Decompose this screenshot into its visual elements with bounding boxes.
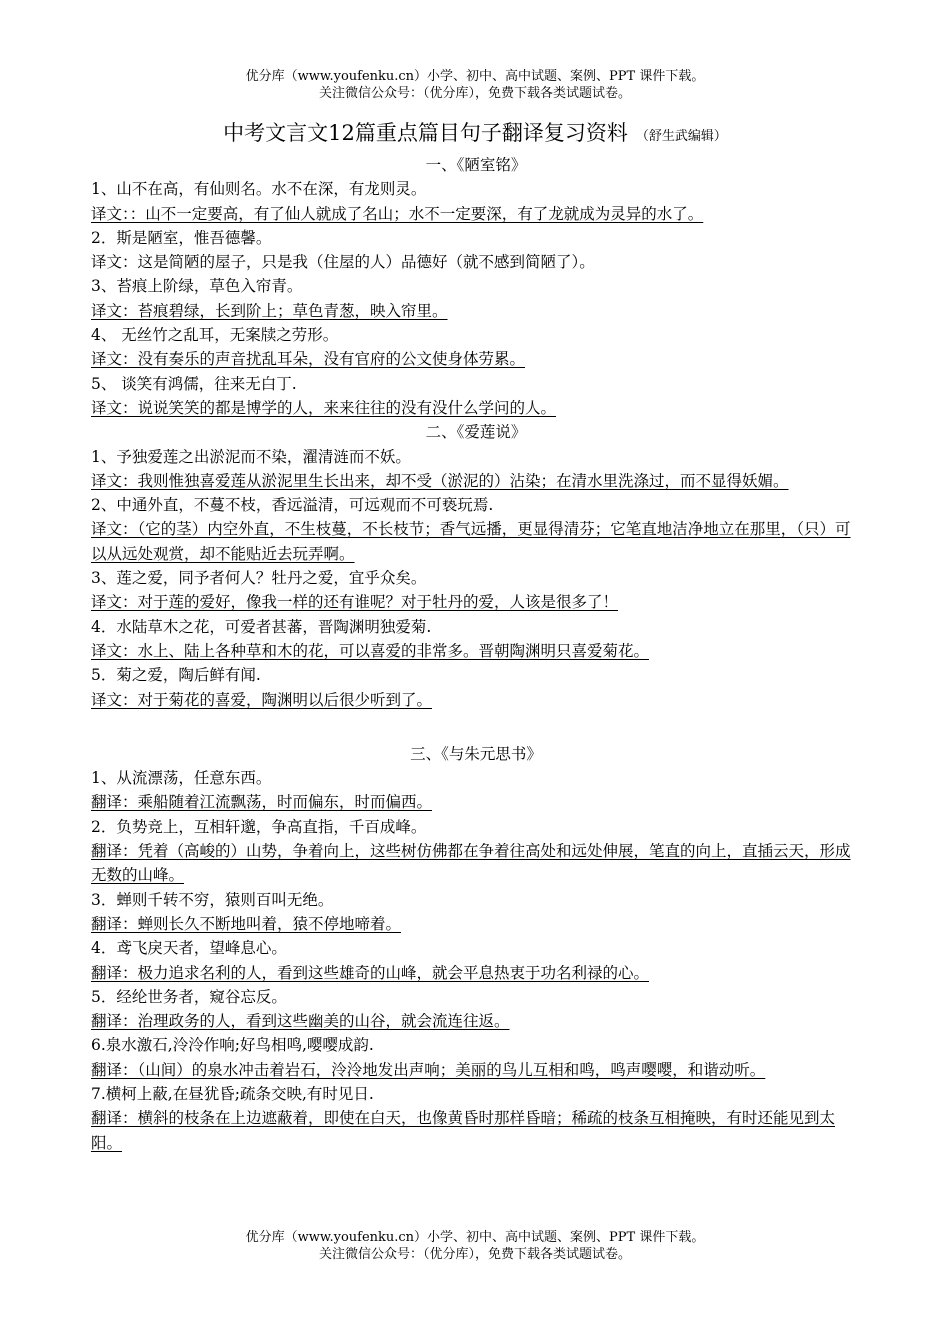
source-sentence: 4．水陆草木之花，可爱者甚蕃，晋陶渊明独爱菊.	[91, 617, 432, 636]
translation: 翻译：横斜的枝条在上边遮蔽着，即使在白天，也像黄昏时那样昏暗；稀疏的枝条互相掩映，有时还能见到太阳。	[91, 1109, 836, 1152]
title-editor: （舒生武编辑）	[635, 129, 727, 144]
source-sentence: 2．斯是陋室，惟吾德馨。	[91, 228, 272, 247]
document-title	[0, 119, 950, 151]
source-sentence: 1、山不在高，有仙则名。水不在深，有龙则灵。	[91, 180, 427, 199]
source-sentence: 1、予独爱莲之出淤泥而不染，濯清涟而不妖。	[91, 447, 411, 466]
title-main: 中考文言文12篇重点篇目句子翻译复习资料	[223, 121, 628, 145]
source-sentence: 2．负势竞上，互相轩邈，争高直指，千百成峰。	[91, 817, 427, 836]
source-sentence: 6.泉水激石,泠泠作响;好鸟相鸣,嘤嘤成韵.	[91, 1036, 374, 1055]
section-heading: 二、《爱莲说》	[425, 423, 527, 442]
page-header	[0, 68, 950, 102]
source-sentence: 1、从流漂荡，任意东西。	[91, 769, 272, 788]
translation: 译文：我则惟独喜爱莲从淤泥里生长出来，却不受（淤泥的）沾染；在清水里洗涤过，而不显得妖媚。	[91, 471, 789, 490]
translation: 译文：没有奏乐的声音扰乱耳朵，没有官府的公文使身体劳累。	[91, 350, 526, 369]
translation: 译文：：山不一定要高，有了仙人就成了名山；水不一定要深，有了龙就成为灵异的水了。	[91, 204, 704, 223]
translation: 译文：对于莲的爱好，像我一样的还有谁呢？对于牡丹的爱，人该是很多了！	[91, 593, 619, 612]
document-body	[91, 153, 861, 1155]
footer-line-2: 关注微信公众号：（优分库），免费下载各类试题试卷。	[318, 1247, 631, 1262]
header-line-1: 优分库（www.youfenku.cn）小学、初中、高中试题、案例、PPT 课件下载。	[245, 69, 705, 84]
source-sentence: 3、苔痕上阶绿，草色入帘青。	[91, 277, 303, 296]
source-sentence: 5、 谈笑有鸿儒，往来无白丁.	[91, 374, 297, 393]
footer-line-1: 优分库（www.youfenku.cn）小学、初中、高中试题、案例、PPT 课件下载。	[245, 1230, 705, 1245]
translation: 翻译：凭着（高峻的）山势，争着向上，这些树仿佛都在争着往高处和远处伸展，笔直的向上，直插云天，形成无数的山峰。	[91, 842, 851, 885]
source-sentence: 4、 无丝竹之乱耳，无案牍之劳形。	[91, 326, 339, 345]
translation: 译文：苔痕碧绿，长到阶上；草色青葱，映入帘里。	[91, 301, 448, 320]
source-sentence: 7.横柯上蔽,在昼犹昏;疏条交映,有时见日.	[91, 1084, 374, 1103]
translation: 译文：水上、陆上各种草和木的花，可以喜爱的非常多。晋朝陶渊明只喜爱菊花。	[91, 641, 650, 660]
source-sentence: 3．蝉则千转不穷，猿则百叫无绝。	[91, 890, 334, 909]
section-heading: 三、《与朱元思书》	[410, 744, 542, 763]
translation: 译文：这是简陋的屋子，只是我（住屋的人）品德好（就不感到简陋了）。	[91, 253, 595, 272]
source-sentence: 3、莲之爱，同予者何人？牡丹之爱，宜乎众矣。	[91, 569, 427, 588]
translation: 译文：（它的茎）内空外直，不生枝蔓，不长枝节；香气远播，更显得清芬；它笔直地洁净地立在那里，（只）可以从远处观赏，却不能贴近去玩弄啊。	[91, 520, 851, 563]
source-sentence: 4．鸢飞戾天者，望峰息心。	[91, 939, 287, 958]
section-heading: 一、《陋室铭》	[425, 156, 527, 174]
translation: 译文：说说笑笑的都是博学的人，来来往往的没有没什么学问的人。	[91, 398, 557, 417]
header-line-2: 关注微信公众号：（优分库），免费下载各类试题试卷。	[318, 86, 631, 101]
source-sentence: 5．经纶世务者，窥谷忘反。	[91, 987, 287, 1006]
source-sentence: 5．菊之爱，陶后鲜有闻.	[91, 666, 261, 685]
translation: 翻译：治理政务的人，看到这些幽美的山谷，就会流连往返。	[91, 1012, 510, 1031]
translation: 译文：对于菊花的喜爱，陶渊明以后很少听到了。	[91, 690, 433, 709]
translation: 翻译：极力追求名利的人，看到这些雄奇的山峰，就会平息热衷于功名利禄的心。	[91, 963, 650, 982]
translation: 翻译：（山间）的泉水冲击着岩石，泠泠地发出声响；美丽的鸟儿互相和鸣，鸣声嘤嘤，和谐动听。	[91, 1060, 766, 1079]
source-sentence: 2、中通外直，不蔓不枝，香远溢清，可远观而不可亵玩焉.	[91, 496, 494, 515]
translation: 翻译：蝉则长久不断地叫着，猿不停地啼着。	[91, 914, 402, 933]
section-spacer	[91, 712, 861, 742]
translation: 翻译：乘船随着江流飘荡，时而偏东，时而偏西。	[91, 793, 433, 812]
page-footer	[0, 1229, 950, 1263]
